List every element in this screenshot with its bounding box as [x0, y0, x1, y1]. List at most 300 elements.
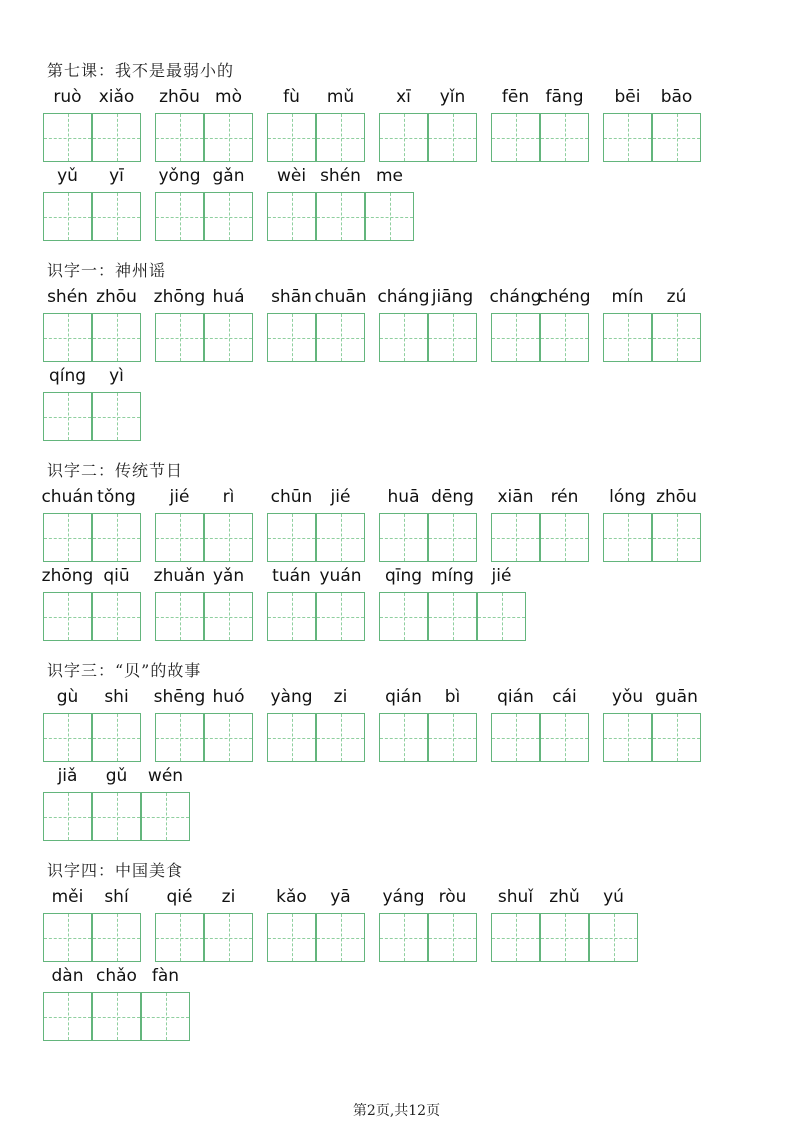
pinyin-label: zhōng — [153, 287, 206, 307]
word-row — [0, 163, 793, 241]
grid-guide-vertical — [180, 114, 181, 161]
grid-guide-vertical — [117, 193, 118, 240]
pinyin-label: jié — [169, 487, 190, 507]
writing-grid-box[interactable] — [652, 713, 701, 762]
writing-grid-box[interactable] — [491, 913, 540, 962]
grid-guide-vertical — [68, 514, 69, 561]
grid-guide-vertical — [453, 914, 454, 961]
pinyin-label: tuán — [272, 566, 311, 586]
grid-guide-vertical — [628, 514, 629, 561]
pinyin-label: shi — [104, 687, 129, 707]
word-group — [43, 563, 141, 641]
pinyin-label: huā — [387, 487, 420, 507]
pinyin-label: jié — [491, 566, 512, 586]
word-group — [603, 284, 701, 362]
pinyin-label: ruò — [53, 87, 82, 107]
pinyin-label: yuán — [319, 566, 362, 586]
word-row — [0, 84, 793, 162]
writing-grid-box[interactable] — [540, 113, 589, 162]
grid-guide-vertical — [516, 714, 517, 761]
pinyin-label: bēi — [614, 87, 641, 107]
grid-guide-vertical — [229, 193, 230, 240]
pinyin-label: yǎn — [212, 566, 245, 586]
pinyin-label: wèi — [276, 166, 307, 186]
writing-grid-box[interactable] — [267, 192, 316, 241]
grid-guide-vertical — [565, 114, 566, 161]
word-group — [491, 84, 589, 162]
writing-grid-box[interactable] — [379, 913, 428, 962]
pinyin-label: yàng — [270, 687, 313, 707]
pinyin-label: míng — [431, 566, 474, 586]
writing-grid-box[interactable] — [428, 913, 477, 962]
writing-grid-box[interactable] — [491, 313, 540, 362]
word-row — [0, 284, 793, 362]
pinyin-label: yī — [109, 166, 124, 186]
word-row — [0, 563, 793, 641]
word-group — [379, 484, 477, 562]
word-group — [155, 284, 253, 362]
word-group — [603, 84, 701, 162]
grid-guide-vertical — [292, 193, 293, 240]
grid-guide-vertical — [390, 193, 391, 240]
pinyin-label: yǒu — [611, 687, 644, 707]
writing-grid-box[interactable] — [204, 113, 253, 162]
pinyin-label: zi — [221, 887, 236, 907]
writing-grid-box[interactable] — [92, 192, 141, 241]
pinyin-label: wén — [147, 766, 184, 786]
pinyin-label: chuán — [41, 487, 94, 507]
writing-grid-box[interactable] — [43, 392, 92, 441]
grid-guide-vertical — [117, 393, 118, 440]
word-group — [267, 884, 365, 962]
word-group — [603, 684, 701, 762]
word-group — [43, 884, 141, 962]
word-group — [491, 684, 589, 762]
grid-guide-vertical — [453, 714, 454, 761]
word-group — [43, 484, 141, 562]
grid-guide-vertical — [341, 593, 342, 640]
grid-guide-vertical — [117, 993, 118, 1040]
grid-guide-vertical — [68, 114, 69, 161]
word-group — [43, 684, 141, 762]
pinyin-label: shuǐ — [497, 887, 534, 907]
pinyin-label: xī — [396, 87, 411, 107]
pinyin-label: xiān — [497, 487, 534, 507]
grid-guide-vertical — [404, 514, 405, 561]
grid-guide-vertical — [677, 314, 678, 361]
writing-grid-box[interactable] — [204, 592, 253, 641]
pinyin-label: dàn — [51, 966, 84, 986]
grid-guide-vertical — [516, 314, 517, 361]
grid-guide-vertical — [229, 714, 230, 761]
grid-guide-vertical — [166, 793, 167, 840]
word-group — [155, 163, 253, 241]
grid-guide-vertical — [628, 314, 629, 361]
writing-grid-box[interactable] — [428, 513, 477, 562]
writing-grid-box[interactable] — [267, 592, 316, 641]
pinyin-label: gǔ — [105, 766, 128, 786]
grid-guide-vertical — [341, 193, 342, 240]
pinyin-label: fēn — [501, 87, 530, 107]
writing-grid-box[interactable] — [589, 913, 638, 962]
writing-grid-box[interactable] — [92, 313, 141, 362]
grid-guide-vertical — [404, 314, 405, 361]
writing-grid-box[interactable] — [316, 192, 365, 241]
pinyin-label: jiāng — [431, 287, 474, 307]
writing-grid-box[interactable] — [43, 192, 92, 241]
writing-grid-box[interactable] — [141, 792, 190, 841]
pinyin-label: shén — [320, 166, 361, 186]
writing-grid-box[interactable] — [43, 313, 92, 362]
writing-grid-box[interactable] — [428, 592, 477, 641]
pinyin-label: yǔ — [57, 166, 78, 186]
word-group — [155, 884, 253, 962]
writing-grid-box[interactable] — [379, 113, 428, 162]
word-group — [43, 84, 141, 162]
pinyin-label: ròu — [438, 887, 467, 907]
pinyin-label: qīng — [384, 566, 423, 586]
grid-guide-vertical — [565, 514, 566, 561]
word-group — [267, 684, 365, 762]
grid-guide-vertical — [677, 714, 678, 761]
writing-grid-box[interactable] — [92, 513, 141, 562]
word-group — [155, 84, 253, 162]
grid-guide-vertical — [180, 193, 181, 240]
pinyin-label: xiǎo — [98, 87, 135, 107]
pinyin-label: zi — [333, 687, 348, 707]
pinyin-label: me — [375, 166, 404, 186]
word-group — [267, 484, 365, 562]
word-group — [379, 884, 477, 962]
lesson-title: 识字四：中国美食 — [47, 861, 184, 880]
word-group — [491, 284, 589, 362]
pinyin-label: yì — [109, 366, 124, 386]
writing-grid-box[interactable] — [204, 713, 253, 762]
writing-grid-box[interactable] — [155, 192, 204, 241]
writing-grid-box[interactable] — [316, 592, 365, 641]
pinyin-label: jié — [330, 487, 351, 507]
writing-grid-box[interactable] — [155, 713, 204, 762]
writing-grid-box[interactable] — [92, 713, 141, 762]
word-group — [155, 484, 253, 562]
grid-guide-vertical — [614, 914, 615, 961]
grid-guide-vertical — [68, 714, 69, 761]
pinyin-label: chéng — [538, 287, 591, 307]
writing-grid-box[interactable] — [267, 513, 316, 562]
lesson-title: 识字三：“贝”的故事 — [47, 661, 202, 680]
pinyin-label: zhǔ — [549, 887, 580, 907]
pinyin-label: yǒng — [158, 166, 201, 186]
writing-grid-box[interactable] — [141, 992, 190, 1041]
grid-guide-vertical — [117, 314, 118, 361]
word-group — [267, 284, 365, 362]
writing-grid-box[interactable] — [365, 192, 414, 241]
grid-guide-vertical — [229, 314, 230, 361]
word-row — [0, 684, 793, 762]
writing-grid-box[interactable] — [491, 713, 540, 762]
pinyin-label: cái — [552, 687, 577, 707]
word-group — [603, 484, 701, 562]
word-group — [155, 563, 253, 641]
grid-guide-vertical — [453, 514, 454, 561]
grid-guide-vertical — [404, 714, 405, 761]
pinyin-label: cháng — [377, 287, 430, 307]
writing-grid-box[interactable] — [316, 913, 365, 962]
word-group — [155, 684, 253, 762]
pinyin-label: zhuǎn — [153, 566, 206, 586]
word-group — [379, 684, 477, 762]
writing-grid-box[interactable] — [204, 913, 253, 962]
pinyin-label: fù — [283, 87, 300, 107]
grid-guide-vertical — [229, 593, 230, 640]
grid-guide-vertical — [229, 914, 230, 961]
pinyin-label: tǒng — [97, 487, 136, 507]
pinyin-label: fàn — [151, 966, 180, 986]
grid-guide-vertical — [180, 314, 181, 361]
pinyin-label: mín — [611, 287, 644, 307]
pinyin-label: qiū — [103, 566, 130, 586]
pinyin-label: qián — [385, 687, 422, 707]
writing-grid-box[interactable] — [43, 992, 92, 1041]
word-group — [379, 84, 477, 162]
grid-guide-vertical — [68, 314, 69, 361]
pinyin-label: shān — [271, 287, 312, 307]
grid-guide-vertical — [68, 914, 69, 961]
writing-grid-box[interactable] — [43, 913, 92, 962]
page-footer: 第2页,共12页 — [352, 1103, 441, 1119]
grid-guide-vertical — [516, 114, 517, 161]
writing-grid-box[interactable] — [477, 592, 526, 641]
writing-grid-box[interactable] — [155, 513, 204, 562]
grid-guide-vertical — [180, 714, 181, 761]
grid-guide-vertical — [180, 514, 181, 561]
pinyin-label: zhōu — [656, 487, 697, 507]
pinyin-label: cháng — [489, 287, 542, 307]
word-group — [43, 963, 190, 1041]
word-group — [267, 563, 365, 641]
writing-grid-box[interactable] — [43, 792, 92, 841]
pinyin-label: yā — [330, 887, 351, 907]
pinyin-label: yú — [603, 887, 624, 907]
pinyin-label: huó — [212, 687, 245, 707]
word-row — [0, 484, 793, 562]
grid-guide-vertical — [117, 793, 118, 840]
pinyin-label: rén — [550, 487, 579, 507]
pinyin-label: shén — [47, 287, 88, 307]
word-row — [0, 963, 793, 1041]
writing-grid-box[interactable] — [491, 513, 540, 562]
grid-guide-vertical — [453, 593, 454, 640]
pinyin-label: gǎn — [212, 166, 245, 186]
grid-guide-vertical — [341, 314, 342, 361]
writing-grid-box[interactable] — [155, 592, 204, 641]
pinyin-label: guān — [655, 687, 698, 707]
writing-grid-box[interactable] — [92, 113, 141, 162]
grid-guide-vertical — [117, 914, 118, 961]
writing-grid-box[interactable] — [92, 592, 141, 641]
word-row — [0, 363, 793, 441]
writing-grid-box[interactable] — [92, 392, 141, 441]
writing-grid-box[interactable] — [267, 113, 316, 162]
lesson-title: 第七课：我不是最弱小的 — [47, 61, 235, 80]
pinyin-label: yáng — [382, 887, 425, 907]
pinyin-label: měi — [51, 887, 84, 907]
word-group — [43, 363, 141, 441]
pinyin-label: shí — [104, 887, 129, 907]
grid-guide-vertical — [341, 914, 342, 961]
word-group — [491, 484, 589, 562]
writing-grid-box[interactable] — [316, 313, 365, 362]
writing-grid-box[interactable] — [603, 713, 652, 762]
grid-guide-vertical — [117, 714, 118, 761]
writing-grid-box[interactable] — [267, 713, 316, 762]
pinyin-label: rì — [222, 487, 235, 507]
writing-grid-box[interactable] — [204, 313, 253, 362]
grid-guide-vertical — [292, 314, 293, 361]
writing-grid-box[interactable] — [379, 513, 428, 562]
pinyin-label: gù — [56, 687, 79, 707]
grid-guide-vertical — [453, 314, 454, 361]
pinyin-label: qié — [166, 887, 193, 907]
writing-grid-box[interactable] — [652, 313, 701, 362]
writing-grid-box[interactable] — [43, 592, 92, 641]
writing-grid-box[interactable] — [267, 313, 316, 362]
writing-grid-box[interactable] — [43, 713, 92, 762]
pinyin-label: mò — [215, 87, 242, 107]
writing-grid-box[interactable] — [491, 113, 540, 162]
writing-grid-box[interactable] — [155, 913, 204, 962]
writing-grid-box[interactable] — [540, 513, 589, 562]
grid-guide-vertical — [453, 114, 454, 161]
grid-guide-vertical — [180, 914, 181, 961]
grid-guide-vertical — [404, 593, 405, 640]
grid-guide-vertical — [516, 514, 517, 561]
word-group — [267, 84, 365, 162]
writing-grid-box[interactable] — [652, 513, 701, 562]
writing-grid-box[interactable] — [316, 513, 365, 562]
word-group — [43, 163, 141, 241]
writing-grid-box[interactable] — [92, 792, 141, 841]
pinyin-label: fāng — [545, 87, 584, 107]
writing-grid-box[interactable] — [92, 992, 141, 1041]
writing-grid-box[interactable] — [43, 113, 92, 162]
grid-guide-vertical — [68, 793, 69, 840]
grid-guide-vertical — [292, 514, 293, 561]
grid-guide-vertical — [404, 114, 405, 161]
grid-guide-vertical — [341, 514, 342, 561]
grid-guide-vertical — [677, 514, 678, 561]
word-row — [0, 763, 793, 841]
pinyin-label: huá — [212, 287, 245, 307]
writing-grid-box[interactable] — [603, 313, 652, 362]
grid-guide-vertical — [565, 714, 566, 761]
grid-guide-vertical — [565, 914, 566, 961]
pinyin-label: zhōu — [159, 87, 200, 107]
writing-grid-box[interactable] — [267, 913, 316, 962]
word-group — [379, 563, 526, 641]
writing-grid-box[interactable] — [428, 713, 477, 762]
pinyin-label: chǎo — [96, 966, 137, 986]
writing-grid-box[interactable] — [428, 313, 477, 362]
grid-guide-vertical — [117, 114, 118, 161]
writing-grid-box[interactable] — [43, 513, 92, 562]
writing-grid-box[interactable] — [540, 913, 589, 962]
pinyin-label: lóng — [609, 487, 646, 507]
pinyin-label: chuān — [314, 287, 367, 307]
writing-grid-box[interactable] — [379, 313, 428, 362]
word-group — [43, 284, 141, 362]
grid-guide-vertical — [628, 114, 629, 161]
grid-guide-vertical — [68, 993, 69, 1040]
grid-guide-vertical — [502, 593, 503, 640]
grid-guide-vertical — [292, 114, 293, 161]
pinyin-label: qián — [497, 687, 534, 707]
writing-grid-box[interactable] — [652, 113, 701, 162]
writing-grid-box[interactable] — [540, 313, 589, 362]
writing-grid-box[interactable] — [316, 113, 365, 162]
pinyin-label: zhōu — [96, 287, 137, 307]
grid-guide-vertical — [180, 593, 181, 640]
word-group — [43, 763, 190, 841]
grid-guide-vertical — [341, 714, 342, 761]
pinyin-label: shēng — [153, 687, 206, 707]
word-row — [0, 884, 793, 962]
grid-guide-vertical — [229, 114, 230, 161]
grid-guide-vertical — [404, 914, 405, 961]
grid-guide-vertical — [677, 114, 678, 161]
writing-grid-box[interactable] — [316, 713, 365, 762]
grid-guide-vertical — [516, 914, 517, 961]
word-group — [491, 884, 638, 962]
grid-guide-vertical — [117, 514, 118, 561]
writing-grid-box[interactable] — [540, 713, 589, 762]
writing-grid-box[interactable] — [379, 592, 428, 641]
grid-guide-vertical — [117, 593, 118, 640]
grid-guide-vertical — [166, 993, 167, 1040]
pinyin-label: yǐn — [439, 87, 466, 107]
writing-grid-box[interactable] — [204, 513, 253, 562]
pinyin-label: zhōng — [41, 566, 94, 586]
pinyin-label: mǔ — [326, 87, 355, 107]
pinyin-label: jiǎ — [57, 766, 78, 786]
writing-grid-box[interactable] — [603, 113, 652, 162]
writing-grid-box[interactable] — [428, 113, 477, 162]
writing-grid-box[interactable] — [603, 513, 652, 562]
word-group — [267, 163, 414, 241]
writing-grid-box[interactable] — [155, 313, 204, 362]
pinyin-label: dēng — [431, 487, 474, 507]
lesson-title: 识字一：神州谣 — [47, 261, 167, 280]
grid-guide-vertical — [68, 193, 69, 240]
grid-guide-vertical — [565, 314, 566, 361]
pinyin-label: qíng — [48, 366, 87, 386]
writing-grid-box[interactable] — [204, 192, 253, 241]
pinyin-label: zú — [666, 287, 687, 307]
pinyin-label: chūn — [270, 487, 313, 507]
grid-guide-vertical — [292, 914, 293, 961]
lesson-title: 识字二：传统节日 — [47, 461, 184, 480]
grid-guide-vertical — [628, 714, 629, 761]
writing-grid-box[interactable] — [379, 713, 428, 762]
grid-guide-vertical — [68, 393, 69, 440]
grid-guide-vertical — [292, 714, 293, 761]
writing-grid-box[interactable] — [92, 913, 141, 962]
grid-guide-vertical — [68, 593, 69, 640]
word-group — [379, 284, 477, 362]
pinyin-label: bì — [444, 687, 461, 707]
grid-guide-vertical — [341, 114, 342, 161]
writing-grid-box[interactable] — [155, 113, 204, 162]
